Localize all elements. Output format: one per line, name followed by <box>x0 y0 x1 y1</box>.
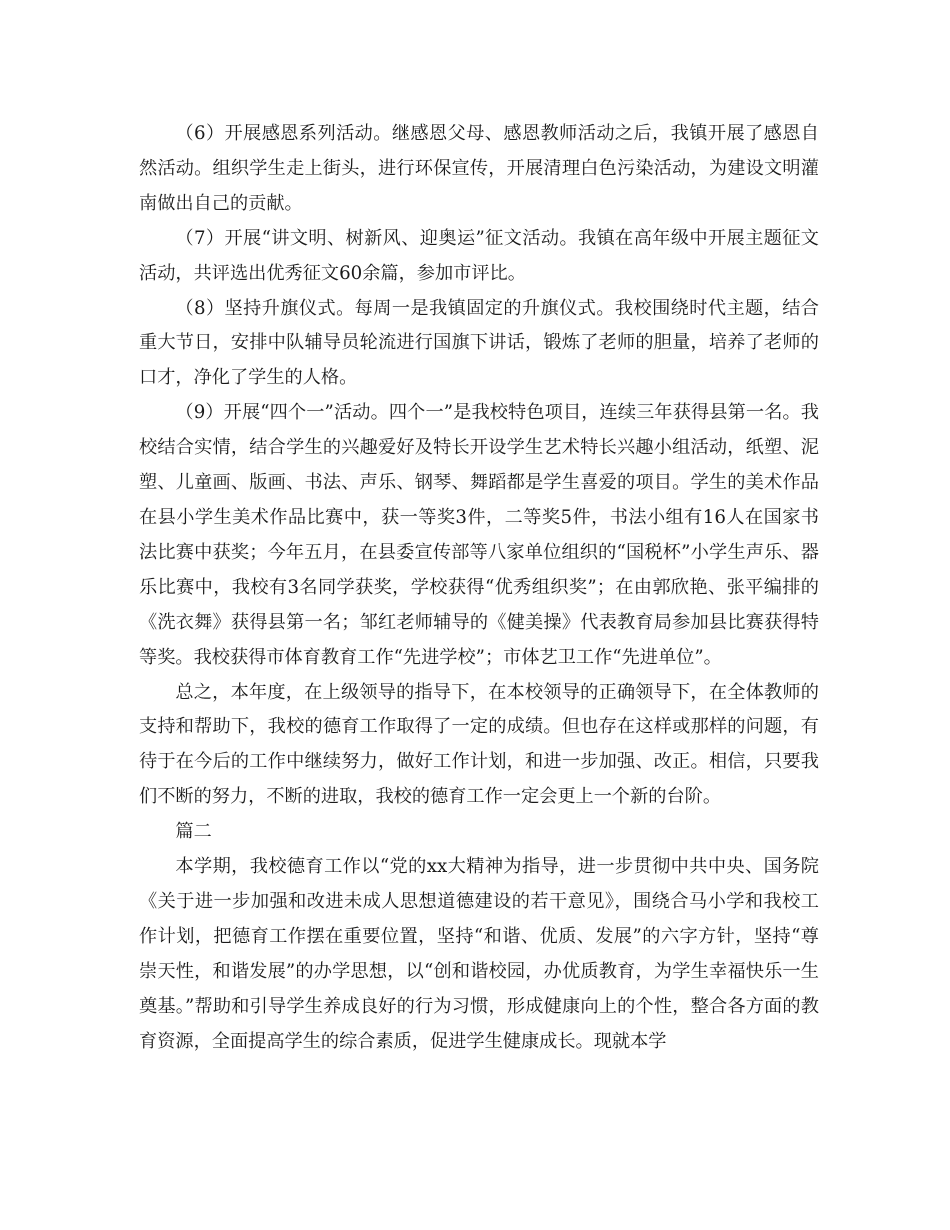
paragraph-6: （6）开展感恩系列活动。继感恩父母、感恩教师活动之后，我镇开展了感恩自然活动。组织学生走上街头，进行环保宣传，开展清理白色污染活动，为建设文明灌南做出自己的贡献。 <box>139 123 819 214</box>
paragraph-9: （9）开展“四个一”活动。四个一”是我校特色项目，连续三年获得县第一名。我校结合实情，结合学生的兴趣爱好及特长开设学生艺术特长兴趣小组活动，纸塑、泥塑、儿童画、版画、书法、声乐、钢琴、舞蹈都是学生喜爱的项目。学生的美术作品在县小学生美术作品比赛中，获一等奖3件，二等奖5件，书法小组有16人在国家书法比赛中获奖；今年五月，在县委宣传部等八家单位组织的“国税杯”小学生声乐、器乐比赛中，我校有3名同学获奖，学校获得“优秀组织奖”；在由郭欣艳、张平编排的《洗衣舞》获得县第一名；邹红老师辅导的《健美操》代表教育局参加县比赛获得特等奖。我校获得市体育教育工作“先进学校”；市体艺卫工作“先进单位”。 <box>139 402 819 668</box>
paragraph-intro: 本学期，我校德育工作以“党的xx大精神为指导，进一步贯彻中共中央、国务院《关于进一步加强和改进未成人思想道德建设的若干意见》，围绕合马小学和我校工作计划，把德育工作摆在重要位置，坚持“和谐、优质、发展”的六字方针，坚持“尊崇天性，和谐发展”的办学思想，以“创和谐校园，办优质教育，为学生幸福快乐一生奠基。”帮助和引导学生养成良好的行为习惯，形成健康向上的个性，整合各方面的教育资源，全面提高学生的综合素质，促进学生健康成长。现就本学 <box>139 856 819 1052</box>
paragraph-8: （8）坚持升旗仪式。每周一是我镇固定的升旗仪式。我校围绕时代主题，结合重大节日，安排中队辅导员轮流进行国旗下讲话，锻炼了老师的胆量，培养了老师的口才，净化了学生的人格。 <box>139 297 819 389</box>
document-body <box>139 117 819 1059</box>
paragraph-7: （7）开展“讲文明、树新风、迎奥运”征文活动。我镇在高年级中开展主题征文活动，共评选出优秀征文60余篇，参加市评比。 <box>139 227 819 284</box>
paragraph-summary: 总之，本年度，在上级领导的指导下，在本校领导的正确领导下，在全体教师的支持和帮助下，我校的德育工作取得了一定的成绩。但也存在这样或那样的问题，有待于在今后的工作中继续努力，做好工作计划，和进一步加强、改正。相信，只要我们不断的努力，不断的进取，我校的德育工作一定会更上一个新的台阶。 <box>139 681 819 808</box>
section-heading: 篇二 <box>175 821 212 843</box>
